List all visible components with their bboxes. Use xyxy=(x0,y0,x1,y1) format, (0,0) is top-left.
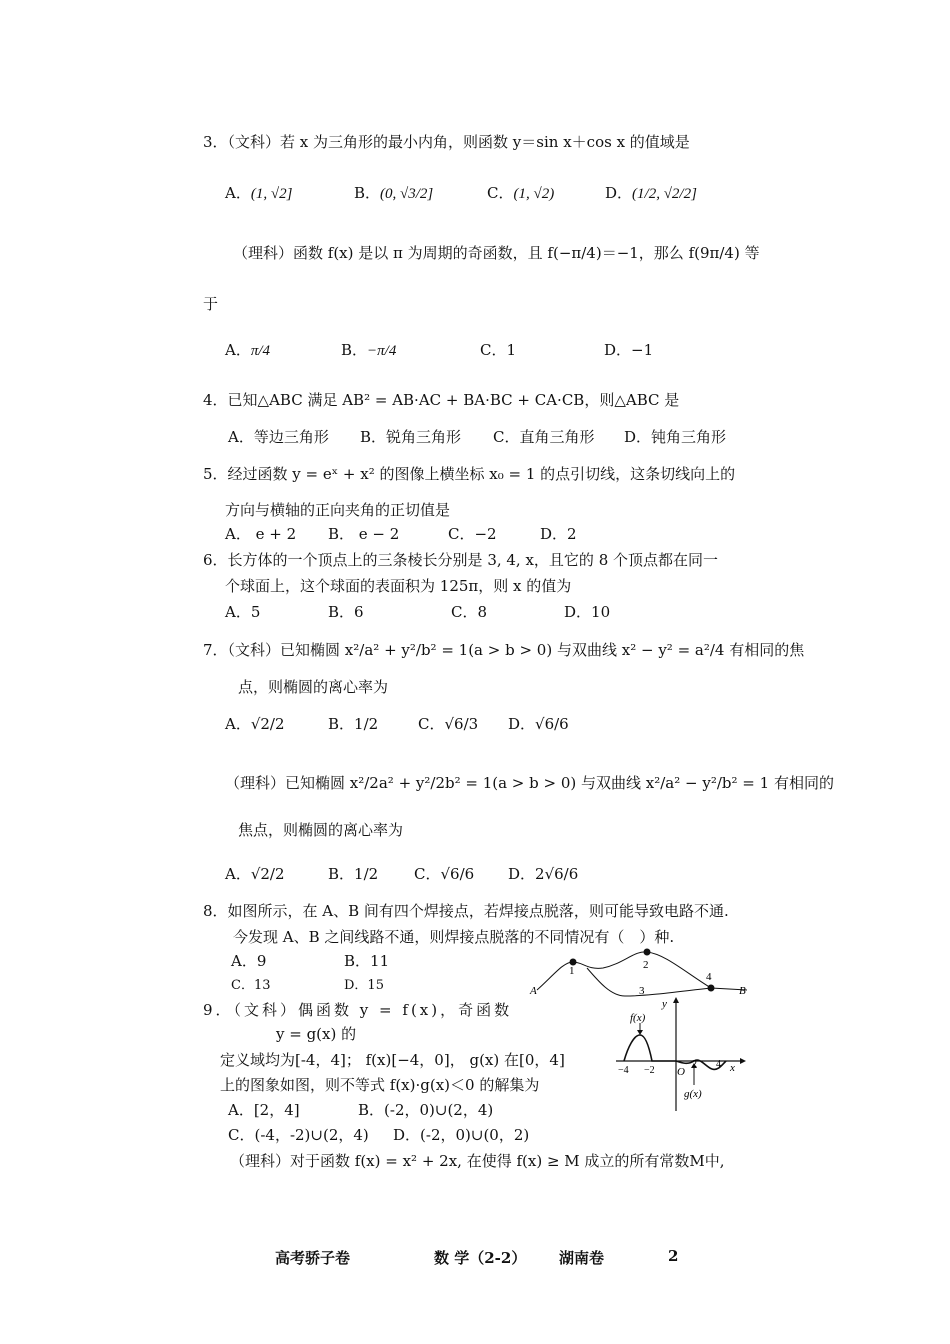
q9-sci-stem: （理科）对于函数 f(x) = x² + 2x, 在使得 f(x) ≥ M 成立的所有常数M中, xyxy=(230,1152,725,1170)
q7-stem-cont: 点，则椭圆的离心率为 xyxy=(238,678,389,696)
q3-option-b: B．(0, √3/2] xyxy=(354,184,434,202)
q6-stem-cont: 个球面上，这个球面的表面积为 125π，则 x 的值为 xyxy=(225,577,572,595)
q5-option-a: A． e + 2 xyxy=(225,525,297,543)
q6-option-b: B．6 xyxy=(328,603,364,621)
x-axis-arrow xyxy=(740,1058,746,1064)
origin-label: O xyxy=(677,1066,685,1078)
q9-stem-b: y = g(x) 的 xyxy=(276,1025,357,1043)
label-b: B xyxy=(739,985,746,997)
footer-subject: 数 学（2-2） xyxy=(434,1249,527,1267)
q9-stem-cont2: 上的图象如图，则不等式 f(x)·g(x)＜0 的解集为 xyxy=(220,1076,540,1094)
tick-neg4: −4 xyxy=(618,1065,629,1076)
q7-sci-stem: （理科）已知椭圆 x²/2a² + y²/2b² = 1(a > b > 0) 与双曲线 x²/a² − y²/b² = 1 有相同的 xyxy=(225,774,834,792)
q6-option-a: A．5 xyxy=(225,603,261,621)
x-axis-label: x xyxy=(730,1062,735,1074)
q6-option-c: C．8 xyxy=(451,603,488,621)
q8-option-a: A．9 xyxy=(231,952,267,970)
q9-stem-cont: 定义域均为[-4，4]； f(x)[−4，0]， g(x) 在[0，4] xyxy=(220,1051,565,1069)
q7-sci-option-b: B．1/2 xyxy=(328,865,379,883)
q8-stem: 8．如图所示，在 A、B 间有四个焊接点，若焊接点脱落，则可能导致电路不通. xyxy=(203,902,729,920)
label-a: A xyxy=(530,985,537,997)
footer-page-number: 2 xyxy=(668,1247,679,1265)
q4-stem: 4．已知△ABC 满足 AB² = AB·AC + BA·BC + CA·CB，则△ABC 是 xyxy=(203,391,680,409)
q3-sci-option-c: C．1 xyxy=(480,341,517,359)
q7-option-d: D．√6/6 xyxy=(508,715,569,733)
q9-stem: 9．（文科）偶函数 y = f(x)，奇函数 xyxy=(203,1001,513,1019)
q5-option-d: D．2 xyxy=(540,525,577,543)
q7-stem: 7．（文科）已知椭圆 x²/a² + y²/b² = 1(a > b > 0) 与双曲线 x² − y² = a²/4 有相同的焦 xyxy=(203,641,805,659)
q3-sci-stem: （理科）函数 f(x) 是以 π 为周期的奇函数，且 f(−π/4)＝−1，那么 f(9π/4) 等 xyxy=(233,244,760,262)
tick-4: 4 xyxy=(716,1059,721,1070)
q6-stem: 6．长方体的一个顶点上的三条棱长分别是 3, 4, x，且它的 8 个顶点都在同一 xyxy=(203,551,719,569)
f-label: f(x) xyxy=(630,1012,646,1024)
q9-option-a: A．[2，4] xyxy=(228,1101,300,1119)
circuit-lower-wire xyxy=(587,968,711,996)
q9-option-c: C．(-4，-2)∪(2，4) xyxy=(228,1126,369,1144)
q7-option-c: C．√6/3 xyxy=(418,715,479,733)
q7-option-b: B．1/2 xyxy=(328,715,379,733)
q8-option-b: B．11 xyxy=(344,952,390,970)
label-2: 2 xyxy=(643,959,649,971)
q4-option-a: A．等边三角形 xyxy=(228,428,329,446)
label-1: 1 xyxy=(569,965,575,977)
tick-2: 2 xyxy=(692,1059,697,1070)
q9-option-d: D．(-2，0)∪(0，2) xyxy=(393,1126,530,1144)
q4-option-c: C．直角三角形 xyxy=(493,428,595,446)
q7-sci-option-c: C．√6/6 xyxy=(414,865,475,883)
tick-neg2: −2 xyxy=(644,1065,655,1076)
q7-sci-option-d: D．2√6/6 xyxy=(508,865,579,883)
g-label: g(x) xyxy=(684,1088,702,1100)
q3-sci-option-d: D．−1 xyxy=(604,341,654,359)
f-arrow-head xyxy=(637,1030,643,1035)
q7-sci-option-a: A．√2/2 xyxy=(225,865,285,883)
q3-sci-option-b: B．−π/4 xyxy=(341,341,397,359)
q8-option-c: C．13 xyxy=(231,978,271,993)
q7-option-a: A．√2/2 xyxy=(225,715,285,733)
y-axis-arrow xyxy=(673,997,679,1003)
q9-function-graph xyxy=(612,995,747,1113)
label-3: 3 xyxy=(639,985,645,997)
q5-option-c: C．−2 xyxy=(448,525,497,543)
q3-option-a: A．(1, √2] xyxy=(225,184,293,202)
q5-stem: 5．经过函数 y = eˣ + x² 的图像上横坐标 x₀ = 1 的点引切线，这条切线向上的 xyxy=(203,465,736,483)
solder-point-4 xyxy=(708,985,715,992)
q3-sci-option-a: A．π/4 xyxy=(225,341,271,359)
q7-sci-stem-cont: 焦点，则椭圆的离心率为 xyxy=(238,821,404,839)
q5-stem-cont: 方向与横轴的正向夹角的正切值是 xyxy=(225,501,451,519)
q6-option-d: D．10 xyxy=(564,603,611,621)
q9-option-b: B．(-2，0)∪(2，4) xyxy=(358,1101,494,1119)
footer-title: 高考骄子卷 xyxy=(275,1249,351,1267)
q8-stem-cont: 今发现 A、B 之间线路不通，则焊接点脱落的不同情况有（ ）种. xyxy=(233,928,675,946)
q3-option-c: C．(1, √2) xyxy=(487,184,555,202)
q3-stem: 3．（文科）若 x 为三角形的最小内角，则函数 y＝sin x＋cos x 的值域是 xyxy=(203,133,690,151)
y-axis-label: y xyxy=(662,998,667,1010)
q4-option-d: D．钝角三角形 xyxy=(624,428,727,446)
q8-option-d: D．15 xyxy=(344,978,384,993)
footer-region: 湖南卷 xyxy=(559,1249,605,1267)
solder-point-2 xyxy=(644,949,651,956)
f-curve xyxy=(624,1035,676,1061)
label-4: 4 xyxy=(706,971,712,983)
q4-option-b: B．锐角三角形 xyxy=(360,428,462,446)
q5-option-b: B． e − 2 xyxy=(328,525,400,543)
q3-sci-stem-cont: 于 xyxy=(203,295,219,313)
q3-option-d: D．(1/2, √2/2] xyxy=(605,184,697,202)
